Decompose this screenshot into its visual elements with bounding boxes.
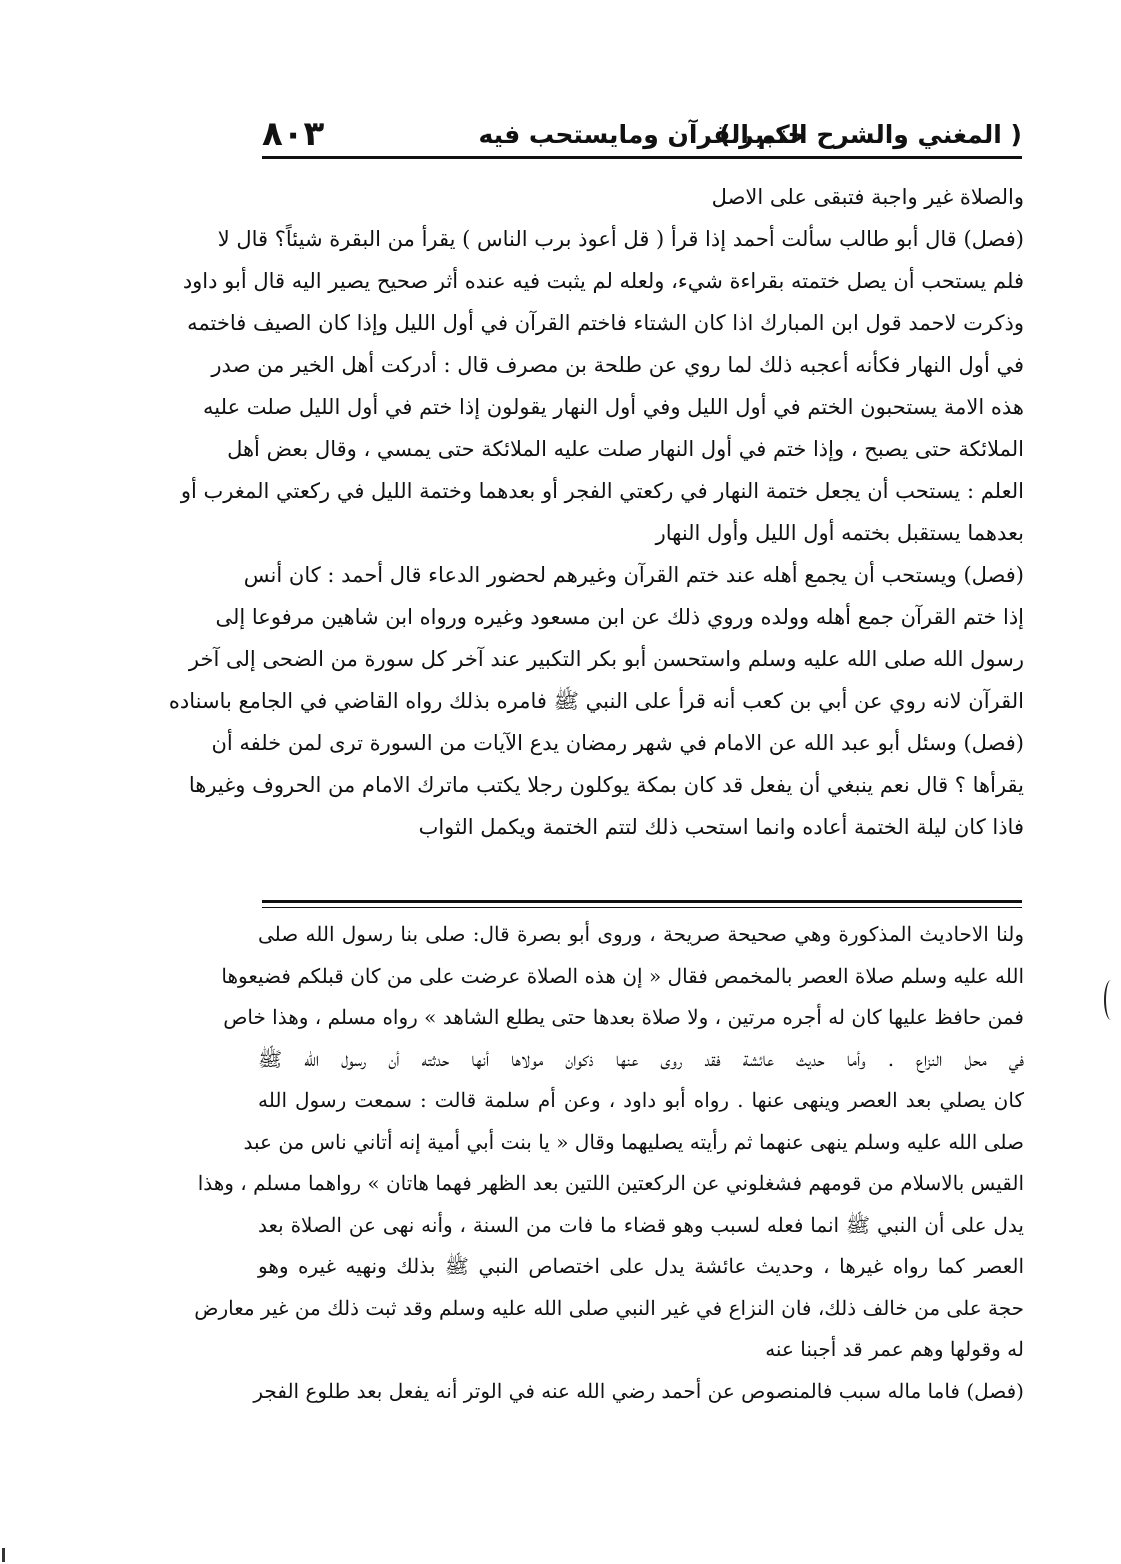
- text-line: في أول النهار فكأنه أعجبه ذلك لما روي عن طلحة بن مصرف قال : أدركت أهل الخير من صدر: [211, 353, 1024, 377]
- page-number: ٨٠٣: [262, 114, 325, 154]
- book-title: ( المغني والشرح الكبير ): [719, 119, 1022, 149]
- text-line: في محل النزاع . وأما حديث عائشة فقد روى عنها ذكوان مولاها أنها حدثته أن رسول الله ﷺ: [258, 1046, 1024, 1071]
- section-topic: ختم القرآن ومايستحب فيه: [478, 119, 806, 149]
- text-line: صلى الله عليه وسلم ينهى عنهما ثم رأيته يصليهما وقال « يا بنت أبي أمية إنه أتاني ناس من عبد: [243, 1129, 1024, 1154]
- text-line: ولنا الاحاديث المذكورة وهي صحيحة صريحة ، وروى أبو بصرة قال: صلى بنا رسول الله صلى: [258, 922, 1024, 946]
- text-line: كان يصلي بعد العصر وينهى عنها . رواه أبو داود ، وعن أم سلمة قالت : سمعت رسول الله: [258, 1088, 1024, 1112]
- text-line: بعدهما يستقبل بختمه أول الليل وأول النهار: [655, 521, 1024, 545]
- text-line: حجة على من خالف ذلك، فان النزاع في غير النبي صلى الله عليه وسلم وقد ثبت ذلك من غير معارض: [194, 1295, 1024, 1320]
- text-line: فمن حافظ عليها كان له أجره مرتين ، ولا صلاة بعدها حتى يطلع الشاهد » رواه مسلم ، وهذا خاص: [223, 1005, 1024, 1029]
- text-line: (فصل) فاما ماله سبب فالمنصوص عن أحمد رضي الله عنه في الوتر أنه يفعل بعد طلوع الفجر: [253, 1378, 1024, 1403]
- text-line: والصلاة غير واجبة فتبقى على الاصل: [711, 185, 1024, 209]
- text-line: فاذا كان ليلة الختمة أعاده وانما استحب ذلك لتتم الختمة ويكمل الثواب: [418, 815, 1024, 839]
- text-line: له وقولها وهم عمر قد أجبنا عنه: [765, 1337, 1024, 1361]
- text-line: القيس بالاسلام من قومهم فشغلوني عن الركعتين اللتين بعد الظهر فهما هاتان » رواهما مسلم ، وهذا: [197, 1171, 1024, 1195]
- text-line: الملائكة حتى يصبح ، وإذا ختم في أول النهار صلت عليه الملائكة حتى يمسي ، وقال بعض أهل: [227, 437, 1024, 461]
- margin-bracket-mark: [1104, 980, 1118, 1020]
- text-line: العلم : يستحب أن يجعل ختمة النهار في ركعتي الفجر أو بعدهما وختمة الليل في ركعتي المغرب أو: [180, 479, 1024, 503]
- text-line: وذكرت لاحمد قول ابن المبارك اذا كان الشتاء فاختم القرآن في أول الليل وإذا كان الصيف فاختمه: [187, 311, 1024, 335]
- text-line: إذا ختم القرآن جمع أهله وولده وروي ذلك عن ابن مسعود وغيره ورواه ابن شاهين مرفوعا إلى: [215, 605, 1024, 629]
- text-line: الله عليه وسلم صلاة العصر بالمخمص فقال « إن هذه الصلاة عرضت على من كان قبلكم فضيعوها: [221, 963, 1024, 988]
- commentary-text: [194, 914, 1024, 1412]
- scan-edge-mark: [2, 1548, 5, 1562]
- text-line: القرآن لانه روي عن أبي بن كعب أنه قرأ على النبي ﷺ فامره بذلك رواه القاضي في الجامع باسناده: [168, 689, 1024, 713]
- page-header: [262, 112, 1022, 156]
- main-text: [168, 176, 1024, 848]
- section-divider-thin: [262, 907, 1022, 908]
- text-line: هذه الامة يستحبون الختم في أول الليل وفي أول النهار يقولون إذا ختم في أول الليل صلت عليه: [203, 395, 1024, 419]
- text-line: (فصل) وسئل أبو عبد الله عن الامام في شهر رمضان يدع الآيات من السورة ترى لمن خلفه أن: [211, 731, 1024, 755]
- text-line: فلم يستحب أن يصل ختمته بقراءة شيء، ولعله لم يثبت فيه عنده أثر صحيح يصير اليه قال أبو داود: [182, 269, 1024, 293]
- text-line: العصر كما رواه غيرها ، وحديث عائشة يدل على اختصاص النبي ﷺ بذلك ونهيه غيره وهو: [258, 1254, 1024, 1278]
- text-line: يقرأها ؟ قال نعم ينبغي أن يفعل قد كان بمكة يوكلون رجلا يكتب ماترك الامام من الحروف وغيرها: [188, 773, 1024, 797]
- section-divider: [262, 900, 1022, 903]
- text-line: (فصل) ويستحب أن يجمع أهله عند ختم القرآن وغيرهم لحضور الدعاء قال أحمد : كان أنس: [243, 563, 1024, 587]
- text-line: (فصل) قال أبو طالب سألت أحمد إذا قرأ ( قل أعوذ برب الناس ) يقرأ من البقرة شيئاً؟ قال لا: [217, 227, 1024, 251]
- text-line: يدل على أن النبي ﷺ انما فعله لسبب وهو قضاء ما فات من السنة ، وأنه نهى عن الصلاة بعد: [258, 1212, 1024, 1237]
- text-line: رسول الله صلى الله عليه وسلم واستحسن أبو بكر التكبير عند آخر كل سورة من الضحى إلى آخر: [188, 647, 1024, 671]
- header-rule: [262, 156, 1022, 159]
